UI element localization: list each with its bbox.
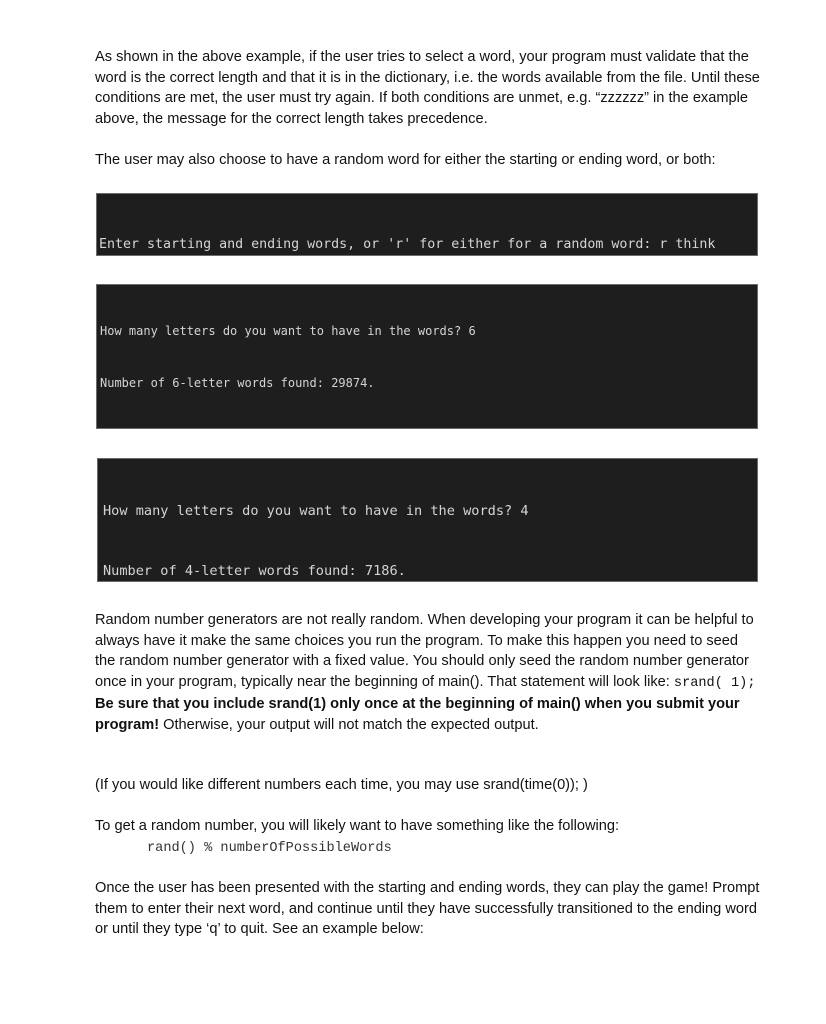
terminal-line: Number of 6-letter words found: 29874.	[100, 376, 375, 391]
terminal-example-random-start	[96, 193, 758, 256]
rand-code: rand() % numberOfPossibleWords	[147, 841, 392, 856]
get-random-paragraph: To get a random number, you will likely want to have something like the following:	[95, 818, 620, 834]
terminal-line	[100, 427, 754, 429]
terminal-line: How many letters do you want to have in the words? 4	[103, 503, 529, 520]
random-intro-text: Random number generators are not really random. When developing your program it can be helpful to always have it make the same choices you run the program. To make this happen you need to seed the random number generator with a fixed value. You should only seed the random number generator once in your program, typically near the beginning of main(). That statement will look like:	[95, 612, 754, 690]
time-note-paragraph: (If you would like different numbers each time, you may use srand(time(0)); )	[95, 777, 588, 793]
srand-tail-text: Otherwise, your output will not match the expected output.	[159, 716, 539, 733]
random-generator-paragraph	[95, 610, 760, 736]
validation-paragraph: As shown in the above example, if the user tries to select a word, your program must validate that the word is the correct length and that it is in the dictionary, i.e. the words available from the file. Until these conditions are met, the user must try again. If both conditions are unmet, e.g. “zzzzzz” in the example above, the message for the correct length takes precedence.	[95, 49, 760, 127]
terminal-example-random-end	[96, 284, 758, 429]
srand-warning: Be sure that you include srand(1) only once at the beginning of main() when you submit your program!	[95, 696, 740, 733]
terminal-line: Enter starting and ending words, or 'r' for either for a random word: r think	[99, 237, 716, 253]
play-game-paragraph: Once the user has been presented with the starting and ending words, they can play the game! Prompt them to enter their next word, and continue until they have successfully transitioned to the ending word or until they type ‘q’ to quit. See an example below:	[95, 880, 760, 938]
random-choice-paragraph: The user may also choose to have a random word for either the starting or ending word, or both:	[95, 152, 716, 168]
rand-code-line	[95, 837, 760, 860]
terminal-line: How many letters do you want to have in the words? 6	[100, 323, 476, 338]
terminal-line: Number of 4-letter words found: 7186.	[103, 562, 406, 579]
srand-code: srand( 1);	[673, 675, 756, 691]
terminal-example-random-both	[97, 458, 758, 582]
